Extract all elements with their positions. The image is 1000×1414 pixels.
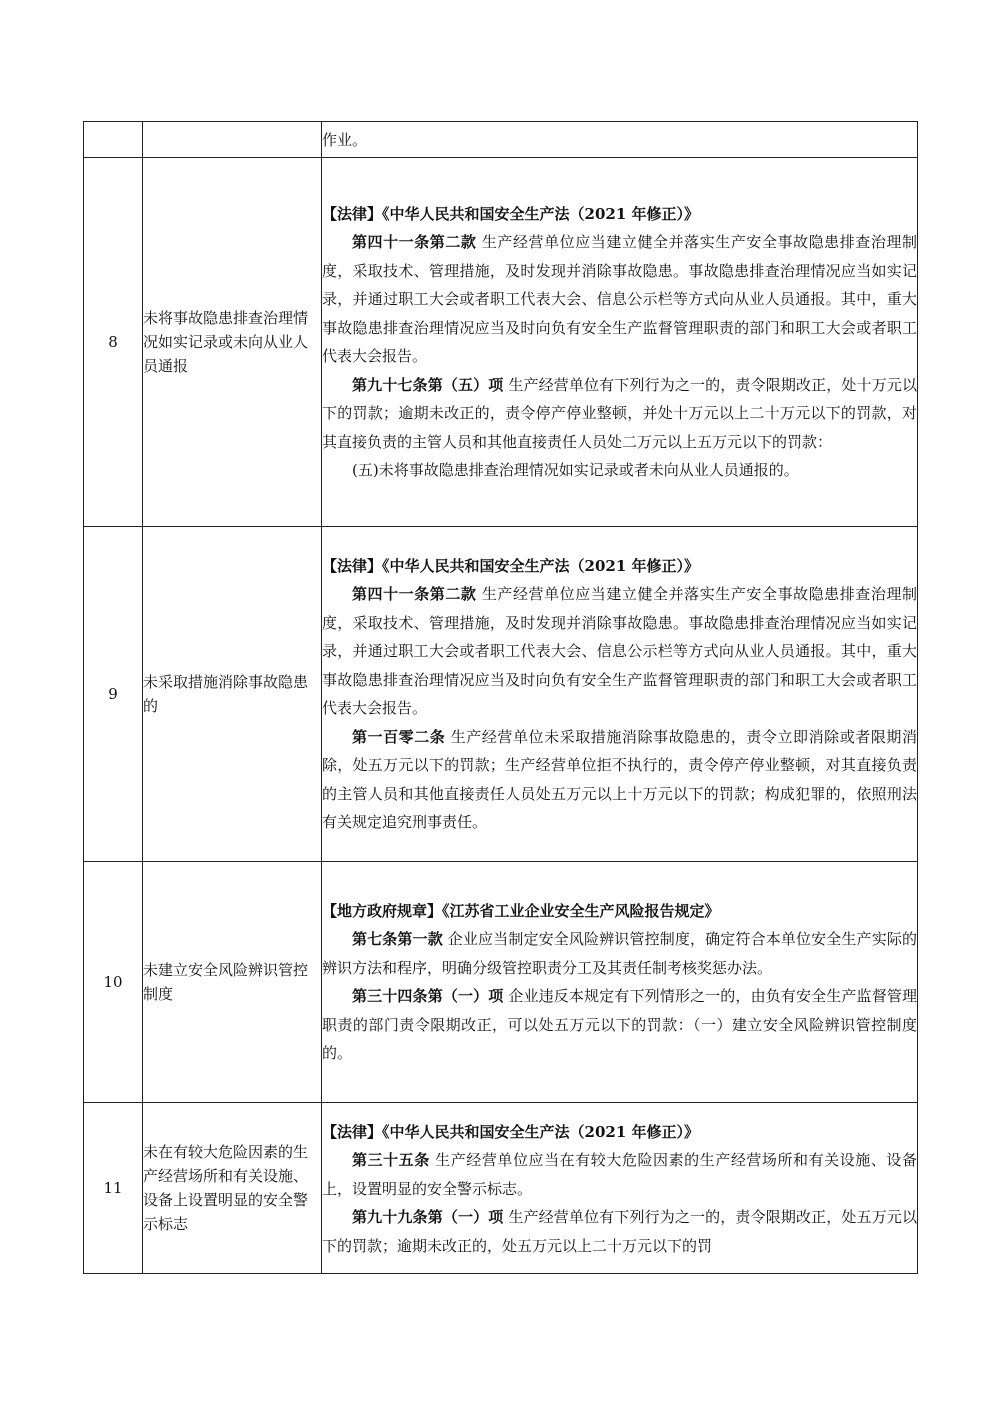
violation-item: 未建立安全风险辨识管控制度 — [143, 862, 322, 1103]
article-paragraph — [322, 371, 917, 457]
article-paragraph — [322, 982, 917, 1068]
table-row — [84, 122, 918, 158]
article-paragraph — [322, 1146, 917, 1203]
article-title: 第九十七条第（五）项 — [352, 375, 504, 394]
legal-basis — [322, 1103, 918, 1274]
table-row — [84, 527, 918, 862]
legal-basis — [322, 862, 918, 1103]
source-heading: 【法律】《中华人民共和国安全生产法（2021 年修正）》 — [322, 556, 699, 575]
article-title: 第四十一条第二款 — [352, 233, 477, 251]
row-number: 9 — [84, 527, 143, 862]
article-text: 生产经营单位应当建立健全并落实生产安全事故隐患排查治理制度，采取技术、管理措施，及时发现并消除事故隐患。事故隐患排查治理情况应当如实记录，并通过职工大会或者职工代表大会、信息公示栏等方式向从业人员通报。其中，重大事故隐患排查治理情况应当及时向负有安全生产监督管理职责的部门和职工大会或者职工代表大会报告。 — [322, 585, 917, 717]
continuation-text: 作业。 — [322, 131, 368, 150]
table-row — [84, 1103, 918, 1274]
article-paragraph — [322, 925, 917, 982]
violation-item: 未将事故隐患排查治理情况如实记录或未向从业人员通报 — [143, 158, 322, 527]
article-text: 生产经营单位有下列行为之一的，责令限期改正，处十万元以下的罚款；逾期未改正的，责令停产停业整顿，并处十万元以上二十万元以下的罚款，对其直接负责的主管人员和其他直接责任人员处二万元以上五万元以下的罚款： — [322, 375, 917, 451]
article-text: 生产经营单位有下列行为之一的，责令限期改正，处五万元以下的罚款；逾期未改正的，处五万元以上二十万元以下的罚 — [322, 1208, 917, 1255]
article-title: 第四十一条第二款 — [352, 585, 477, 603]
legal-basis — [322, 527, 918, 862]
row-number: 8 — [84, 158, 143, 527]
article-paragraph — [322, 228, 917, 371]
article-title: 第三十四条第（一）项 — [352, 987, 504, 1005]
article-text: 企业应当制定安全风险辨识管控制度，确定符合本单位安全生产实际的辨识方法和程序，明确分级管控职责分工及其责任制考核奖惩办法。 — [322, 930, 917, 977]
source-heading: 【地方政府规章】《江苏省工业企业安全生产风险报告规定》 — [322, 901, 720, 920]
number-cell — [84, 122, 143, 158]
article-text: 生产经营单位未采取措施消除事故隐患的，责令立即消除或者限期消除，处五万元以下的罚款；生产经营单位拒不执行的，责令停产停业整顿，对其直接负责的主管人员和其他直接责任人员处五万元以上十万元以下的罚款；构成犯罪的，依照刑法有关规定追究刑事责任。 — [322, 727, 917, 831]
article-title: 第七条第一款 — [352, 930, 443, 948]
article-title: 第三十五条 — [352, 1151, 430, 1170]
violation-item: 未在有较大危险因素的生产经营场所和有关设施、设备上设置明显的安全警示标志 — [143, 1103, 322, 1274]
article-paragraph — [322, 1203, 917, 1260]
article-text: 生产经营单位应当在有较大危险因素的生产经营场所和有关设施、设备上，设置明显的安全警示标志。 — [322, 1151, 917, 1198]
legal-basis — [322, 158, 918, 527]
source-heading: 【法律】《中华人民共和国安全生产法（2021 年修正）》 — [322, 204, 699, 223]
table-row — [84, 862, 918, 1103]
item-cell — [143, 122, 322, 158]
table-row — [84, 158, 918, 527]
violation-item: 未采取措施消除事故隐患的 — [143, 527, 322, 862]
article-paragraph — [322, 723, 917, 837]
article-paragraph — [322, 580, 917, 723]
article-title: 第九十九条第（一）项 — [352, 1208, 504, 1227]
row-number: 11 — [84, 1103, 143, 1274]
article-text: 企业违反本规定有下列情形之一的，由负有安全生产监督管理职责的部门责令限期改正，可以处五万元以下的罚款：（一）建立安全风险辨识管控制度的。 — [322, 987, 917, 1062]
regulation-table — [83, 121, 918, 1274]
article-title: 第一百零二条 — [352, 727, 446, 746]
sub-clause: (五)未将事故隐患排查治理情况如实记录或者未向从业人员通报的。 — [352, 461, 799, 479]
row-number: 10 — [84, 862, 143, 1103]
article-text: 生产经营单位应当建立健全并落实生产安全事故隐患排查治理制度，采取技术、管理措施，及时发现并消除事故隐患。事故隐患排查治理情况应当如实记录，并通过职工大会或者职工代表大会、信息公示栏等方式向从业人员通报。其中，重大事故隐患排查治理情况应当及时向负有安全生产监督管理职责的部门和职工大会或者职工代表大会报告。 — [322, 233, 917, 365]
source-heading: 【法律】《中华人民共和国安全生产法（2021 年修正）》 — [322, 1122, 699, 1141]
basis-cell — [322, 122, 918, 158]
